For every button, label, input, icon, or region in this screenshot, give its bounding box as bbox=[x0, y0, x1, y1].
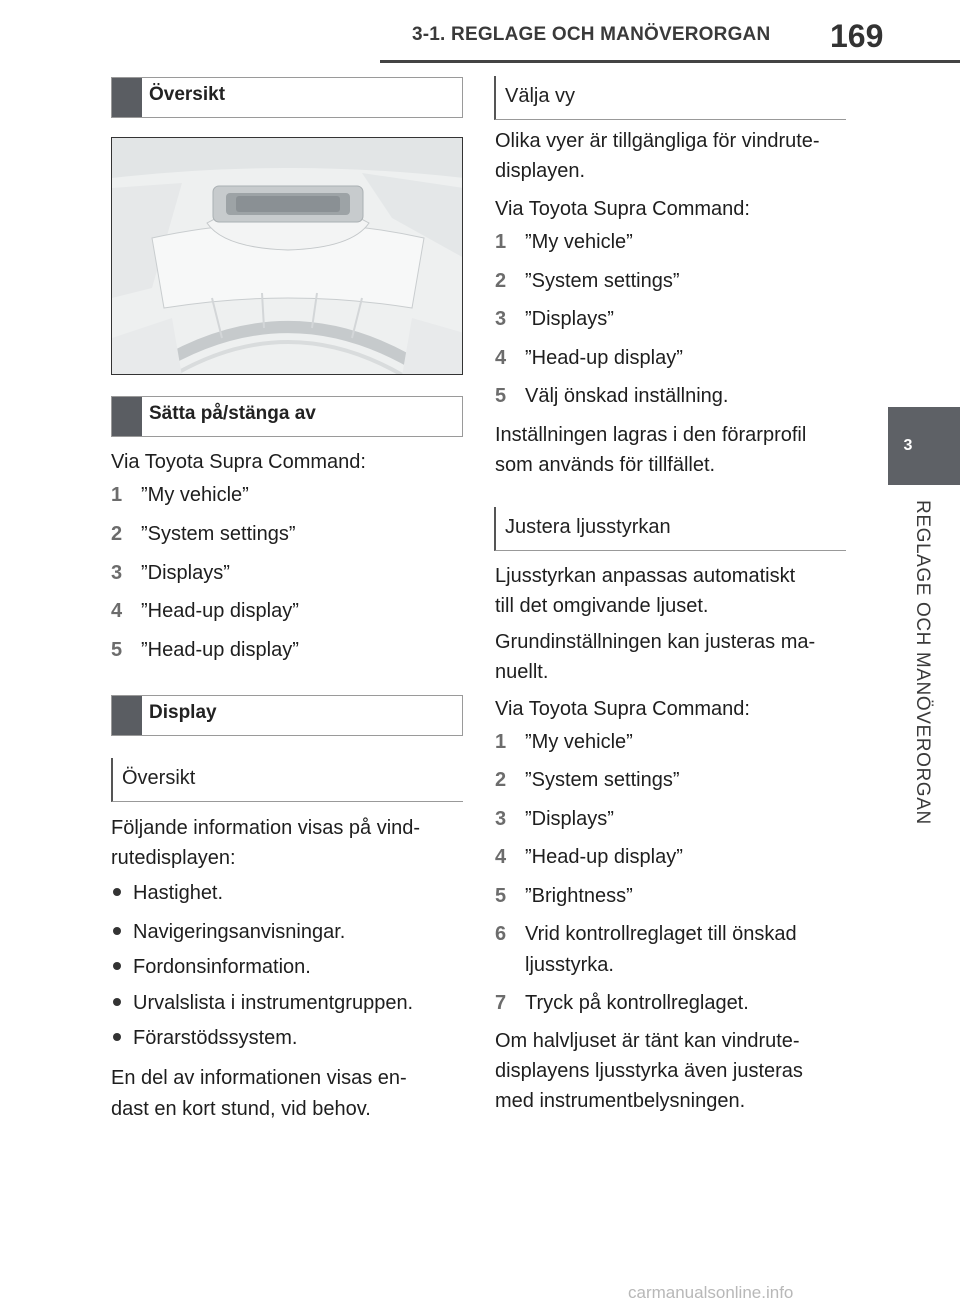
dashboard-drawing bbox=[112, 138, 463, 375]
step-number: 2 bbox=[495, 769, 507, 791]
step-text: ”Displays” bbox=[525, 808, 614, 830]
step-text: ”My vehicle” bbox=[525, 731, 633, 753]
bullet-icon bbox=[113, 998, 121, 1006]
bullet-icon bbox=[113, 962, 121, 970]
view-paragraph-line: Olika vyer är tillgängliga för vindrute- bbox=[495, 130, 820, 152]
step-number: 5 bbox=[111, 639, 123, 661]
step-number: 3 bbox=[495, 308, 507, 330]
bullet-item bbox=[113, 1023, 297, 1053]
bullet-icon bbox=[113, 927, 121, 935]
heading-overview bbox=[111, 77, 463, 118]
bullet-item bbox=[113, 988, 413, 1018]
heading-bar bbox=[112, 696, 142, 735]
step-text: ”System settings” bbox=[525, 270, 680, 292]
brightness-paragraph-line: till det omgivande ljuset. bbox=[495, 595, 709, 617]
view-intro: Via Toyota Supra Command: bbox=[495, 198, 750, 220]
heading-bar bbox=[112, 78, 142, 117]
heading-toggle-label: Sätta på/stänga av bbox=[149, 403, 316, 424]
step-text: ”My vehicle” bbox=[141, 484, 249, 506]
brightness-step bbox=[495, 919, 797, 949]
step-number: 2 bbox=[111, 523, 123, 545]
step-text: Tryck på kontrollreglaget. bbox=[525, 992, 749, 1014]
toggle-step bbox=[111, 519, 296, 549]
bullet-item bbox=[113, 878, 223, 908]
view-step bbox=[495, 304, 614, 334]
step-text: ”Brightness” bbox=[525, 885, 633, 907]
bullet-icon bbox=[113, 1033, 121, 1041]
step-number: 7 bbox=[495, 992, 507, 1014]
display-outro-line: dast en kort stund, vid behov. bbox=[111, 1098, 371, 1120]
step-text-continued: ljusstyrka. bbox=[525, 954, 614, 976]
view-step bbox=[495, 343, 683, 373]
toggle-intro: Via Toyota Supra Command: bbox=[111, 451, 366, 473]
view-step bbox=[495, 381, 729, 411]
heading-toggle bbox=[111, 396, 463, 437]
toggle-step bbox=[111, 596, 299, 626]
step-number: 4 bbox=[495, 846, 507, 868]
brightness-paragraph-line: Ljusstyrkan anpassas automatiskt bbox=[495, 565, 796, 587]
bullet-text: Hastighet. bbox=[133, 882, 224, 904]
step-text: Vrid kontrollreglaget till önskad bbox=[525, 923, 797, 945]
view-step bbox=[495, 227, 633, 257]
step-text: ”Head-up display” bbox=[141, 639, 299, 661]
step-number: 5 bbox=[495, 385, 507, 407]
step-number: 2 bbox=[495, 270, 507, 292]
step-number: 4 bbox=[495, 347, 507, 369]
subheading-select-view bbox=[494, 76, 846, 120]
brightness-paragraph-line: displayens ljusstyrka även justeras bbox=[495, 1060, 803, 1082]
chapter-tab-number: 3 bbox=[903, 437, 913, 454]
bullet-text: Fordonsinformation. bbox=[133, 956, 311, 978]
step-number: 3 bbox=[111, 562, 123, 584]
bullet-text: Förarstödssystem. bbox=[133, 1027, 298, 1049]
step-number: 1 bbox=[111, 484, 123, 506]
view-step bbox=[495, 266, 680, 296]
heading-display bbox=[111, 695, 463, 736]
brightness-step bbox=[495, 765, 680, 795]
chapter-title: 3-1. REGLAGE OCH MANÖVERORGAN bbox=[412, 24, 771, 45]
display-intro-line: rutedisplayen: bbox=[111, 847, 236, 869]
page-number: 169 bbox=[830, 18, 884, 54]
step-number: 1 bbox=[495, 231, 507, 253]
heading-overview-label: Översikt bbox=[149, 84, 226, 105]
watermark: carmanualsonline.info bbox=[628, 1283, 794, 1302]
brightness-step bbox=[495, 804, 614, 834]
step-number: 6 bbox=[495, 923, 507, 945]
subheading-label: Översikt bbox=[122, 767, 196, 789]
brightness-step bbox=[495, 727, 633, 757]
brightness-intro: Via Toyota Supra Command: bbox=[495, 698, 750, 720]
chapter-tab bbox=[888, 407, 960, 485]
step-number: 4 bbox=[111, 600, 123, 622]
bullet-text: Urvalslista i instrumentgruppen. bbox=[133, 992, 414, 1014]
brightness-paragraph-line: nuellt. bbox=[495, 661, 549, 683]
toggle-step bbox=[111, 558, 230, 588]
step-number: 5 bbox=[495, 885, 507, 907]
view-paragraph-line: displayen. bbox=[495, 160, 586, 182]
brightness-paragraph-line: Om halvljuset är tänt kan vindrute- bbox=[495, 1030, 800, 1052]
subheading-label: Välja vy bbox=[505, 85, 576, 107]
step-text: ”System settings” bbox=[525, 769, 680, 791]
step-text: Välj önskad inställning. bbox=[525, 385, 729, 407]
step-text: ”Displays” bbox=[525, 308, 614, 330]
brightness-step bbox=[495, 988, 749, 1018]
view-paragraph-line: Inställningen lagras i den förarprofil bbox=[495, 424, 807, 446]
brightness-step bbox=[495, 881, 633, 911]
chapter-tab-label: REGLAGE OCH MANÖVERORGAN bbox=[912, 500, 933, 825]
step-number: 1 bbox=[495, 731, 507, 753]
step-number: 3 bbox=[495, 808, 507, 830]
bullet-item bbox=[113, 917, 345, 947]
header-divider bbox=[380, 60, 960, 63]
page-header bbox=[0, 0, 960, 64]
bullet-item bbox=[113, 952, 311, 982]
bullet-icon bbox=[113, 888, 121, 896]
step-text: ”Head-up display” bbox=[525, 846, 683, 868]
brightness-step bbox=[495, 842, 683, 872]
head-up-display-illustration bbox=[111, 137, 463, 375]
subheading-display-overview bbox=[111, 758, 463, 802]
view-paragraph-line: som används för tillfället. bbox=[495, 454, 716, 476]
toggle-step bbox=[111, 480, 249, 510]
step-text: ”System settings” bbox=[141, 523, 296, 545]
heading-bar bbox=[112, 397, 142, 436]
display-intro-line: Följande information visas på vind- bbox=[111, 817, 421, 839]
subheading-brightness bbox=[494, 507, 846, 551]
brightness-paragraph-line: med instrumentbelysningen. bbox=[495, 1090, 746, 1112]
step-text: ”Head-up display” bbox=[141, 600, 299, 622]
step-text: ”Displays” bbox=[141, 562, 230, 584]
step-text: ”My vehicle” bbox=[525, 231, 633, 253]
heading-display-label: Display bbox=[149, 702, 217, 723]
step-text: ”Head-up display” bbox=[525, 347, 683, 369]
display-outro-line: En del av informationen visas en- bbox=[111, 1067, 407, 1089]
brightness-paragraph-line: Grundinställningen kan justeras ma- bbox=[495, 631, 816, 653]
subheading-label: Justera ljusstyrkan bbox=[505, 516, 671, 538]
toggle-step bbox=[111, 635, 299, 665]
bullet-text: Navigeringsanvisningar. bbox=[133, 921, 346, 943]
